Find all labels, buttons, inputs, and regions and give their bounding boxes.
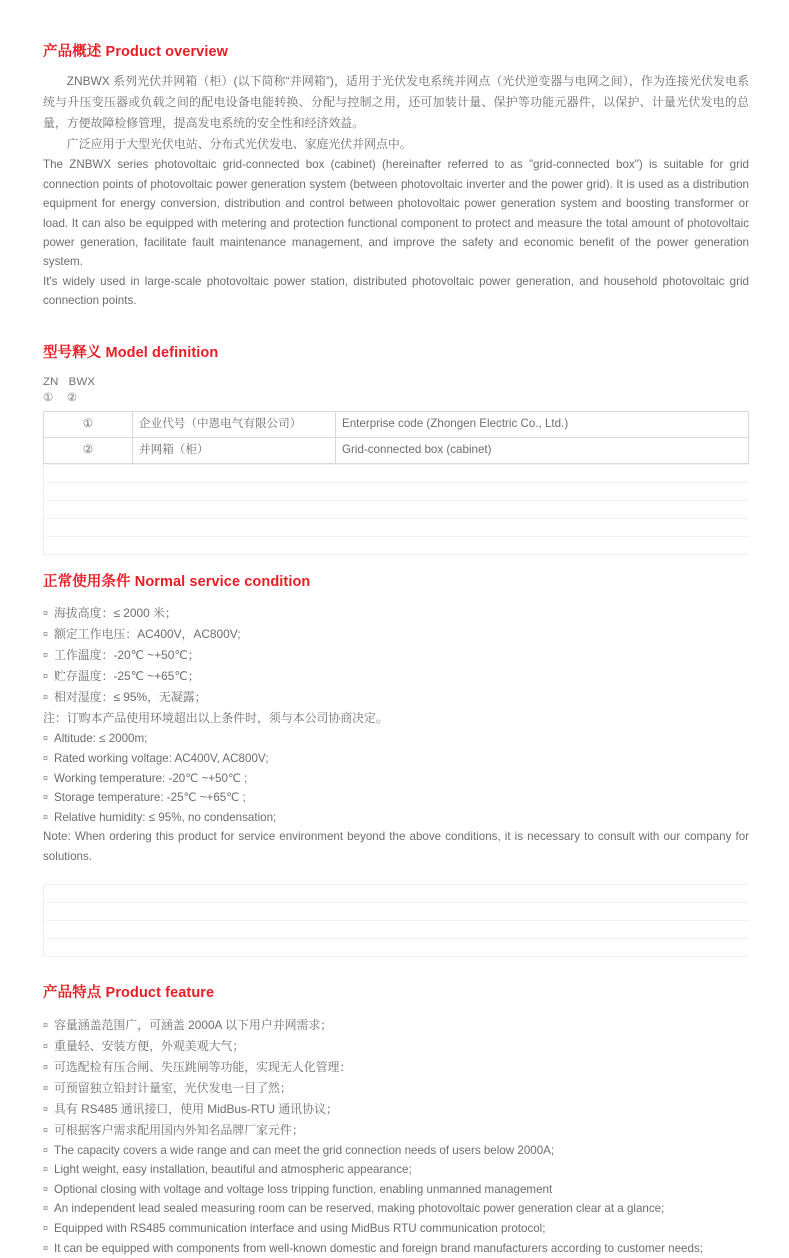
model-row-cn: 并网箱（柜） [133, 438, 336, 464]
bullet-icon: ¤ [43, 1144, 49, 1155]
list-item-label: 海拔高度：≤ 2000 米； [54, 606, 177, 621]
spacer-row [44, 939, 750, 957]
overview-en-paragraph-1: The ZNBWX series photovoltaic grid-connected box (cabinet) (hereinafter referred to as "grid-connected box") is suitable for grid connection points of photovoltaic power generation system (between photovoltaic inverter and the power grid). It is used as a distribution equipment for energy conversion, distribution and control between photovoltaic power generation system and boosting transformer or load. It can also be equipped with metering and protection functional component to protect and measure the total amount of photovoltaic power generation, facilitate fault maintenance management, and improve the safety and economic benefit of the power generation system. [43, 158, 749, 269]
list-item [43, 729, 749, 749]
list-item [43, 1036, 749, 1057]
bullet-icon: ¤ [43, 1164, 49, 1175]
bullet-icon: ¤ [43, 1103, 49, 1114]
bullet-icon: ¤ [43, 1040, 49, 1051]
spacer-cell [47, 519, 749, 537]
bullet-icon: ¤ [43, 1019, 49, 1030]
spacer-row [44, 519, 750, 537]
list-item-label: Storage temperature: -25℃ ~+65℃ ; [54, 791, 246, 805]
spacer-cell [47, 921, 749, 939]
model-row-index: ② [44, 438, 133, 464]
overview-en-paragraph-2: It's widely used in large-scale photovoltaic power station, distributed photovoltaic power generation, and household photovoltaic grid connection points. [43, 274, 749, 308]
list-item [43, 666, 749, 687]
list-item-label: Rated working voltage: AC400V, AC800V; [54, 752, 269, 766]
list-item [43, 1015, 749, 1036]
list-item [43, 769, 749, 789]
model-definition-table [43, 411, 749, 464]
spacer-cell [47, 885, 749, 903]
list-item [43, 603, 749, 624]
bullet-icon: ¤ [43, 650, 49, 661]
section-heading-model-definition [43, 345, 749, 362]
list-item [43, 1099, 749, 1120]
spacer-row [44, 501, 750, 519]
list-item-label: Relative humidity: ≤ 95%, no condensation; [54, 810, 277, 824]
section-heading-en: Model definition [105, 344, 219, 361]
service-condition-en-note: Note: When ordering this product for service environment beyond the above conditions, it is necessary to consult with our company for solutions. [43, 830, 749, 863]
bullet-icon: ¤ [43, 1124, 49, 1135]
bullet-icon: ¤ [43, 1082, 49, 1093]
list-item-label: 重量轻、安装方便，外观美观大气； [54, 1038, 245, 1053]
model-row-cn: 企业代号（中恩电气有限公司） [133, 412, 336, 438]
bullet-icon: ¤ [43, 1222, 49, 1233]
spacer-row [44, 903, 750, 921]
list-item-label: Altitude: ≤ 2000m; [54, 732, 148, 746]
spacer-cell [47, 903, 749, 921]
spacer-row [44, 537, 750, 555]
table-row [44, 438, 749, 464]
list-item-label: 容量涵盖范围广，可涵盖 2000A 以下用户并网需求； [54, 1017, 333, 1032]
bullet-icon: ¤ [43, 629, 49, 640]
list-item [43, 1120, 749, 1141]
section-heading-en: Product feature [105, 985, 215, 1002]
list-item-label: 相对湿度：≤ 95%，无凝露； [54, 690, 207, 705]
list-item-label: 具有 RS485 通讯接口，使用 MidBus-RTU 通讯协议； [54, 1101, 338, 1116]
list-item [43, 788, 749, 808]
bullet-icon: ¤ [43, 1061, 49, 1072]
list-item [43, 1180, 749, 1200]
list-item [43, 1078, 749, 1099]
service-condition-cn-list [43, 603, 749, 827]
list-item-label: It can be equipped with components from well-known domestic and foreign brand manufacturers according to customer needs; [54, 1241, 703, 1255]
list-item [43, 645, 749, 666]
bullet-icon: ¤ [43, 772, 49, 783]
section-heading-product-feature [43, 985, 749, 1002]
list-item-label: 可根据客户需求配用国内外知名品牌厂家元件； [54, 1122, 304, 1137]
bullet-icon: ¤ [43, 671, 49, 682]
model-table-spacer-rows [43, 464, 749, 555]
list-item-label: 可选配检有压合闸、失压跳闸等功能，实现无人化管理： [54, 1059, 352, 1074]
spacer-cell [47, 465, 749, 483]
list-item-label: 贮存温度：-25℃ ~+65℃； [54, 669, 200, 684]
list-item-label: 额定工作电压：AC400V，AC800V; [54, 627, 241, 642]
list-item [43, 624, 749, 645]
spacer-row [44, 885, 750, 903]
spacer-row [44, 921, 750, 939]
list-item-label: The capacity covers a wide range and can meet the grid connection needs of users below 2000A; [54, 1143, 555, 1157]
overview-cn-paragraph-1: ZNBWX 系列光伏并网箱（柜）(以下简称“并网箱”)，适用于光伏发电系统并网点（光伏逆变器与电网之间），作为连接光伏发电系统与升压变压器或负载之间的配电设备电能转换、分配与控制之用，还可加装计量、保护等功能元器件，以保护、计量光伏发电的总量，方便故障检修管理，提高发电系统的安全性和经济效益。 [43, 74, 749, 131]
spacer-cell [47, 939, 749, 957]
bullet-icon: ¤ [43, 692, 49, 703]
list-item [43, 1141, 749, 1161]
model-row-en: Grid-connected box (cabinet) [336, 438, 749, 464]
bullet-icon: ¤ [43, 1242, 49, 1253]
list-item [43, 808, 749, 828]
list-item-label: Optional closing with voltage and voltage loss tripping function, enabling unmanned management [54, 1182, 553, 1196]
overview-cn-paragraph-2: 广泛应用于大型光伏电站、分布式光伏发电、家庭光伏并网点中。 [66, 137, 412, 152]
bullet-icon: ¤ [43, 608, 49, 619]
list-item [43, 687, 749, 708]
list-item [43, 1199, 749, 1219]
list-item-label: Equipped with RS485 communication interface and using MidBus RTU communication protocol; [54, 1221, 546, 1235]
section-heading-cn: 型号释义 [43, 344, 102, 361]
section-heading-product-overview [43, 44, 749, 61]
list-item [43, 1057, 749, 1078]
bullet-icon: ¤ [43, 753, 49, 764]
section-heading-en: Normal service condition [134, 574, 311, 591]
bullet-icon: ¤ [43, 1183, 49, 1194]
service-condition-cn-note: 注：订购本产品使用环境超出以上条件时，须与本公司协商决定。 [43, 711, 388, 726]
bullet-icon: ¤ [43, 811, 49, 822]
list-item-label: 工作温度：-20℃ ~+50℃； [54, 648, 200, 663]
model-row-en: Enterprise code (Zhongen Electric Co., Ltd.) [336, 412, 749, 438]
list-item [43, 1160, 749, 1180]
section-heading-cn: 产品概述 [43, 44, 102, 60]
section-heading-cn: 产品特点 [43, 985, 102, 1002]
spacer-cell [47, 501, 749, 519]
bullet-icon: ¤ [43, 733, 49, 744]
model-code-line-2: ① ② [43, 391, 78, 404]
spacer-row [44, 465, 750, 483]
spacer-cell [47, 483, 749, 501]
spacer-cell [47, 537, 749, 555]
document-content [43, 0, 749, 1258]
bullet-icon: ¤ [43, 792, 49, 803]
service-condition-spacer-rows [43, 884, 749, 957]
list-item-label: An independent lead sealed measuring room can be reserved, making photovoltaic power generation clear at a glance; [54, 1202, 665, 1216]
spacer-row [44, 483, 750, 501]
list-item [43, 749, 749, 769]
product-feature-list [43, 1015, 749, 1258]
list-item-label: Working temperature: -20℃ ~+50℃ ; [54, 771, 248, 785]
model-row-index: ① [44, 412, 133, 438]
section-heading-en: Product overview [105, 44, 229, 60]
list-item-label: Light weight, easy installation, beautiful and atmospheric appearance; [54, 1163, 412, 1177]
list-item [43, 1219, 749, 1239]
list-item [43, 1239, 749, 1258]
table-row [44, 412, 749, 438]
section-heading-cn: 正常使用条件 [43, 574, 131, 591]
section-heading-normal-service-condition [43, 574, 749, 591]
list-item-label: 可预留独立铅封计量室，光伏发电一目了然； [54, 1080, 292, 1095]
model-code-line-1: ZN BWX [43, 376, 96, 389]
bullet-icon: ¤ [43, 1203, 49, 1214]
